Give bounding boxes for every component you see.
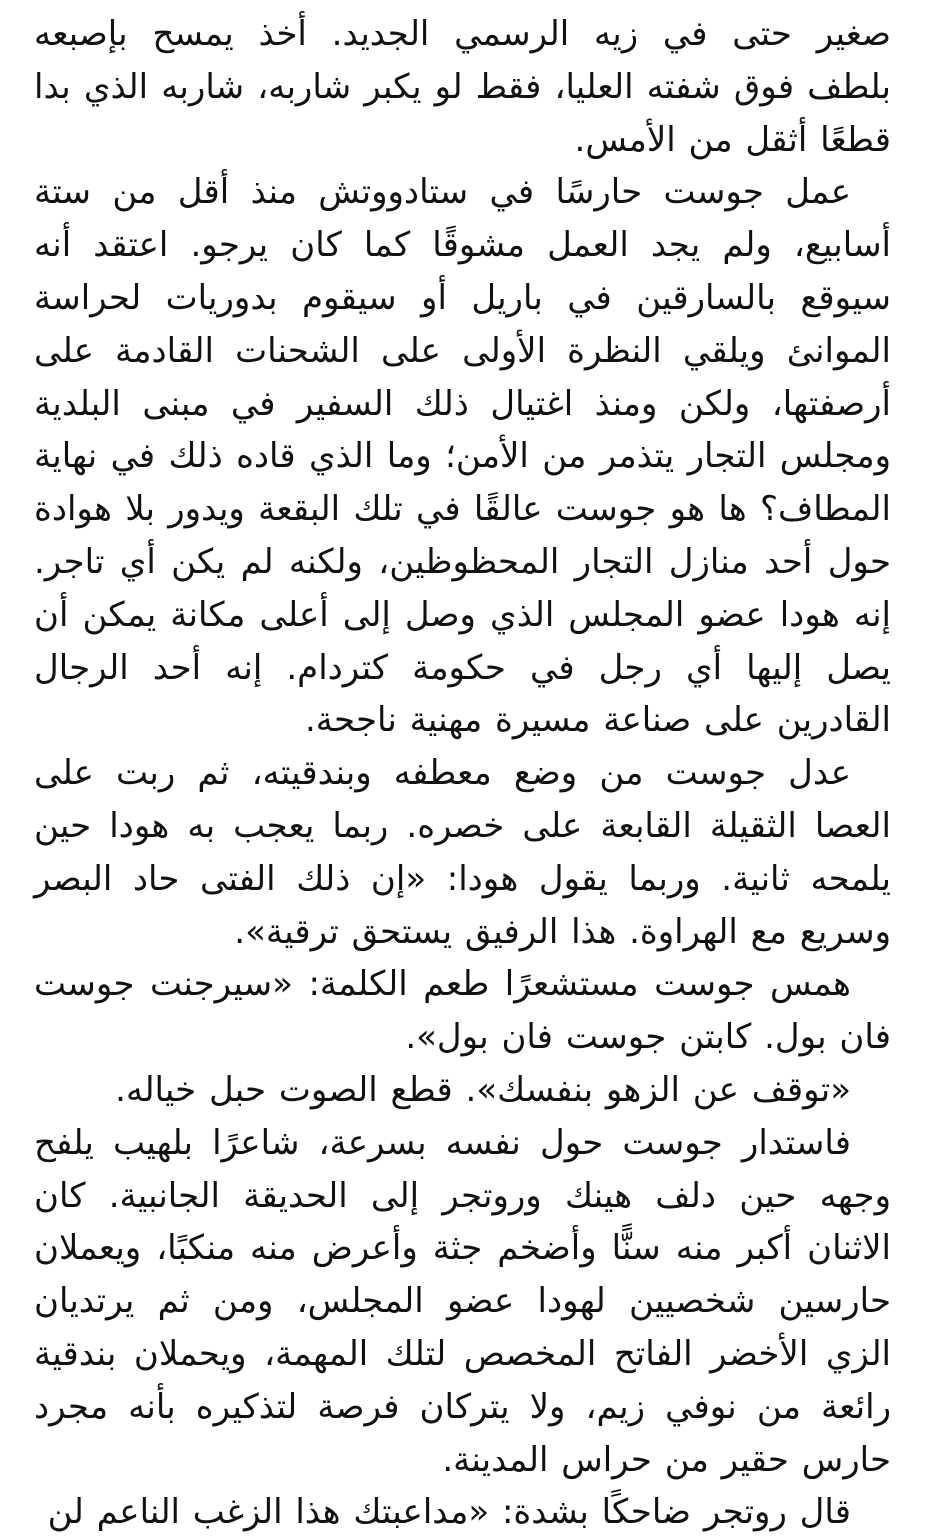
- paragraph-5: «توقف عن الزهو بنفسك». قطع الصوت حبل خياله.: [115, 1069, 851, 1110]
- paragraph-6: فاستدار جوست حول نفسه بسرعة، شاعرًا بلهيب يلفح وجهه حين دلف هينك وروتجر إلى الحديقة الجانبية. كان الاثنان أكبر منه سنًّا وأضخم جثة وأعرض منه منكبًا، ويعملان حارسين شخصيين لهودا عضو المجلس، ومن ثم يرتديان الزي الأخضر الفاتح المخصص لتلك المهمة، ويحملان بندقية رائعة من نوفي زيم، ولا يتركان فرصة لتذكيره بأنه مجرد حارس حقير من حراس المدينة.: [34, 1122, 891, 1480]
- paragraph-4: همس جوست مستشعرًا طعم الكلمة: «سيرجنت جوست فان بول. كابتن جوست فان بول».: [34, 964, 891, 1058]
- paragraph-2: عمل جوست حارسًا في ستادووتش منذ أقل من ستة أسابيع، ولم يجد العمل مشوقًا كما كان يرجو. اعتقد أنه سيوقع بالسارقين في باريل أو سيقوم بدوريات لحراسة الموانئ ويلقي النظرة الأولى على الشحنات القادمة على أرصفتها، ولكن ومنذ اغتيال ذلك السفير في مبنى البلدية ومجلس التجار يتذمر من الأمن؛ وما الذي قاده ذلك في نهاية المطاف؟ ها هو جوست عالقًا في تلك البقعة ويدور بلا هوادة حول أحد منازل التجار المحظوظين، ولكنه لم يكن أي تاجر. إنه هودا عضو المجلس الذي وصل إلى أعلى مكانة يمكن أن يصل إليها أي رجل في حكومة كتردام. إنه أحد الرجال القادرين على صناعة مسيرة مهنية ناجحة.: [34, 172, 891, 741]
- book-page: [34, 8, 891, 1533]
- paragraph-1: صغير حتى في زيه الرسمي الجديد. أخذ يمسح بإصبعه بلطف فوق شفته العليا، فقط لو يكبر شاربه، شاربه الذي بدا قطعًا أثقل من الأمس.: [34, 14, 891, 160]
- paragraph-3: عدل جوست من وضع معطفه وبندقيته، ثم ربت على العصا الثقيلة القابعة على خصره. ربما يعجب به هودا حين يلمحه ثانية. وربما يقول هودا: «إن ذلك الفتى حاد البصر وسريع مع الهراوة. هذا الرفيق يستحق ترقية».: [34, 753, 891, 952]
- paragraph-7: قال روتجر ضاحكًا بشدة: «مداعبتك هذا الزغب الناعم لن: [47, 1492, 851, 1533]
